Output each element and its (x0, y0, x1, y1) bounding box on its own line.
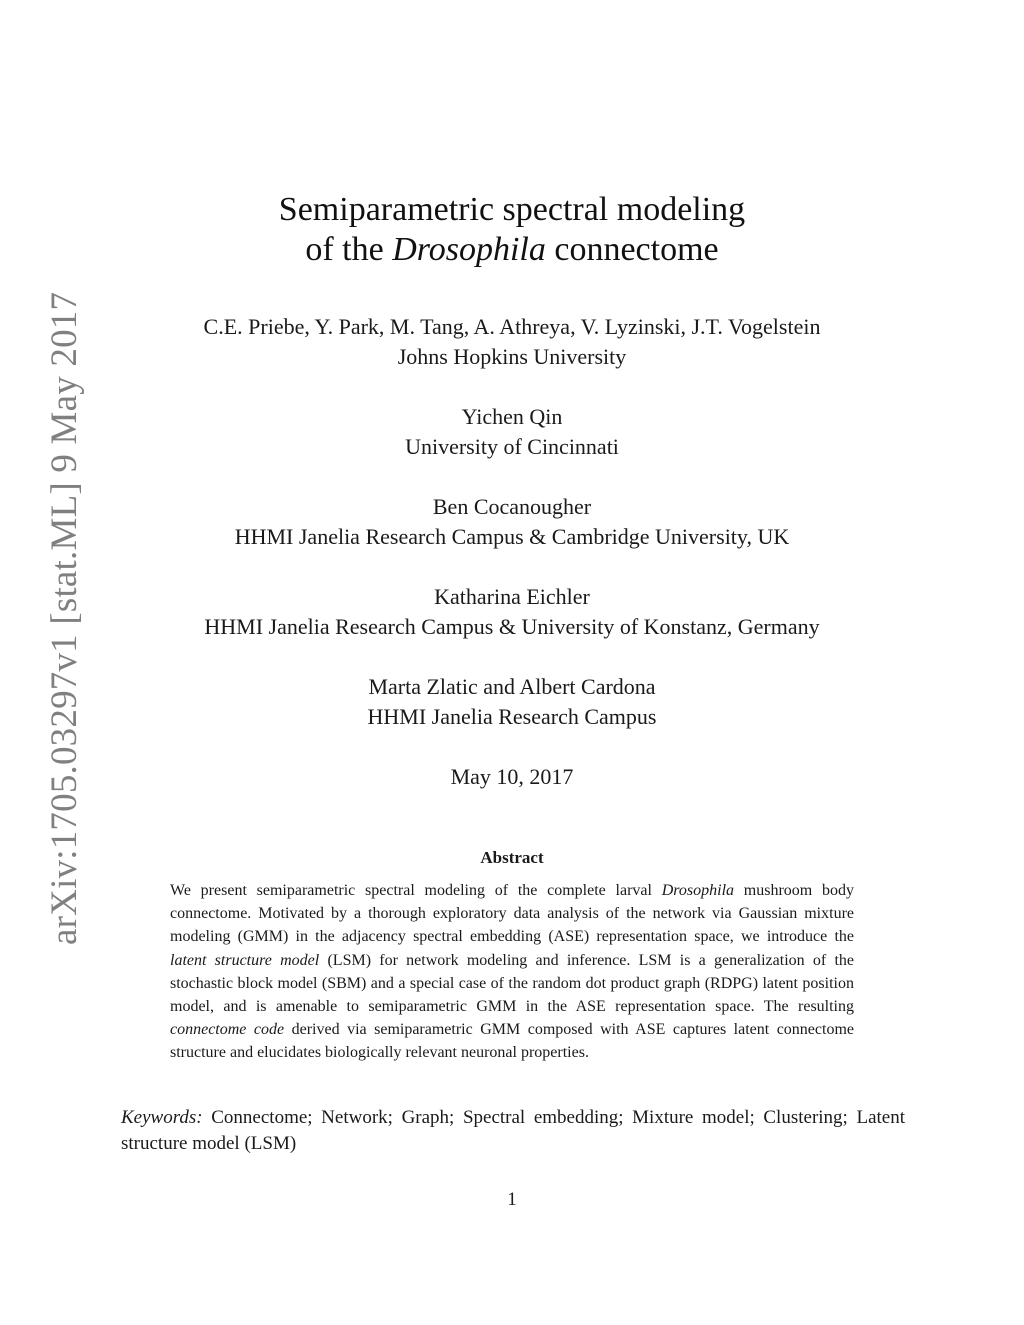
paper-title (0, 190, 1024, 270)
author-block (0, 672, 1024, 732)
abstract-text: (LSM) for network modeling and inference. LSM is a generalization of the stochastic block model (SBM) and a special case of the random dot product graph (RDPG) latent position model, and is amenable to semiparametric GMM in the ASE representation space. The resulting (170, 951, 855, 1016)
author-affiliation: HHMI Janelia Research Campus & University of Konstanz, Germany (204, 614, 820, 639)
abstract-text: We present semiparametric spectral modeling of the complete larval (170, 882, 662, 899)
title-line-2-prefix: of the (305, 231, 393, 268)
keywords-label: Keywords: (121, 1107, 203, 1128)
abstract-italic: Drosophila (661, 882, 735, 899)
author-affiliation: University of Cincinnati (405, 434, 619, 459)
author-block (0, 582, 1024, 642)
abstract-italic: connectome code (170, 1021, 285, 1039)
abstract-heading: Abstract (480, 848, 544, 867)
author-names: Katharina Eichler (434, 584, 590, 609)
author-block (0, 402, 1024, 462)
abstract-text: derived via semiparametric GMM composed with ASE captures latent connectome structure and elucidates biologically relevant neuronal properties. (170, 1021, 855, 1062)
author-names: Marta Zlatic and Albert Cardona (368, 674, 656, 699)
title-line-2 (0, 230, 1024, 270)
keywords-list: Connectome; Network; Graph; Spectral embedding; Mixture model; Clustering; Latent structure model (LSM) (121, 1107, 905, 1154)
title-italic-word: Drosophila (392, 231, 546, 268)
author-names: Yichen Qin (461, 404, 563, 429)
keywords (121, 1105, 905, 1157)
abstract-body (170, 879, 854, 1065)
author-affiliation: Johns Hopkins University (397, 344, 627, 369)
title-line-1: Semiparametric spectral modeling (278, 191, 746, 228)
author-block (0, 312, 1024, 372)
author-affiliation: HHMI Janelia Research Campus & Cambridge University, UK (234, 524, 790, 549)
abstract-text: mushroom body connectome. Motivated by a thorough exploratory data analysis of the network via Gaussian mixture modeling (GMM) in the adjacency spectral embedding (ASE) representation space, we introduce the (170, 882, 854, 946)
arxiv-identifier: arXiv:1705.03297v1 [stat.ML] 9 May 2017 (44, 291, 85, 945)
author-names: C.E. Priebe, Y. Park, M. Tang, A. Athreya, V. Lyzinski, J.T. Vogelstein (203, 314, 821, 339)
page-number: 1 (507, 1189, 517, 1210)
author-names: Ben Cocanougher (432, 494, 592, 519)
author-block (0, 492, 1024, 552)
title-line-2-suffix: connectome (545, 231, 719, 268)
abstract-italic: latent structure model (170, 951, 320, 969)
paper-date: May 10, 2017 (450, 764, 574, 789)
author-affiliation: HHMI Janelia Research Campus (367, 704, 657, 729)
